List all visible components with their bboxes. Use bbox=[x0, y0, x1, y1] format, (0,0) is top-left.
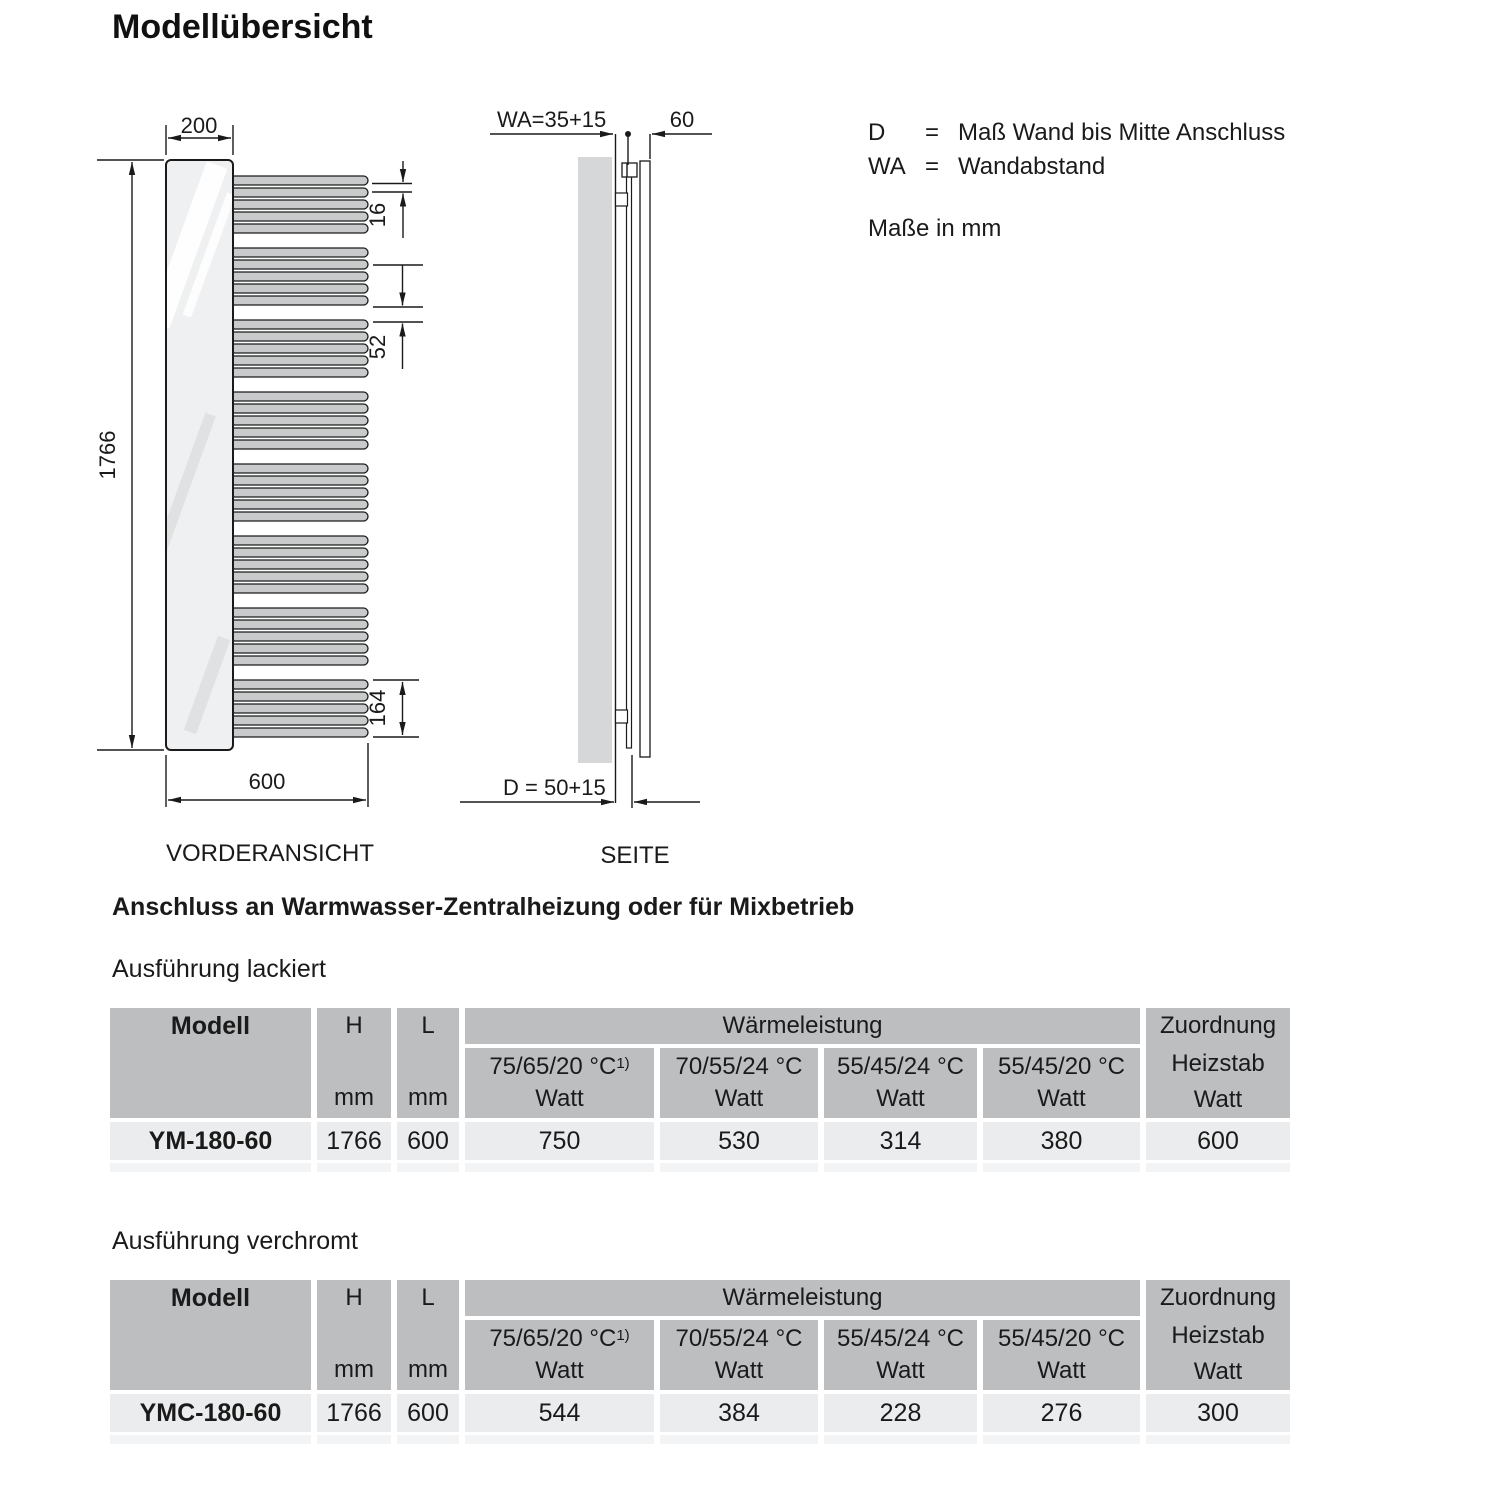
radiator-bar bbox=[230, 680, 368, 689]
cell-model: YM-180-60 bbox=[110, 1122, 311, 1160]
lower-wall-bracket bbox=[616, 710, 628, 723]
cell-h: 1766 bbox=[317, 1394, 391, 1432]
legend-equals: = bbox=[925, 119, 940, 146]
radiator-bar bbox=[230, 488, 368, 497]
radiator-bar bbox=[230, 332, 368, 341]
dim-front-top-width bbox=[166, 113, 233, 155]
footnote-marker: 1) bbox=[616, 1326, 630, 1344]
radiator-bar bbox=[230, 200, 368, 209]
radiator-bar bbox=[230, 692, 368, 701]
radiator-bar bbox=[230, 560, 368, 569]
col-header-temp-4: 55/45/20 °C Watt bbox=[983, 1320, 1140, 1390]
legend-text: Maß Wand bis Mitte Anschluss bbox=[958, 119, 1286, 146]
cell-watt-1: 544 bbox=[465, 1394, 654, 1432]
dim-label-16: 16 bbox=[365, 202, 390, 228]
dim-front-height bbox=[95, 160, 164, 750]
radiator-bar bbox=[230, 176, 368, 185]
col-header-waermeleistung: Wärmeleistung bbox=[465, 1008, 1140, 1044]
radiator-bar bbox=[230, 356, 368, 365]
radiator-bar bbox=[230, 440, 368, 449]
radiator-bar bbox=[230, 188, 368, 197]
radiator-bar bbox=[230, 656, 368, 665]
radiator-bar bbox=[230, 344, 368, 353]
variant-label-lackiert: Ausführung lackiert bbox=[112, 955, 327, 983]
cell-watt-3: 228 bbox=[824, 1394, 977, 1432]
units-note: Maße in mm bbox=[868, 215, 1002, 242]
col-header-modell: Modell bbox=[110, 1280, 311, 1390]
dim-group-gap bbox=[365, 265, 423, 369]
radiator-bar bbox=[230, 428, 368, 437]
dim-label-164: 164 bbox=[365, 689, 390, 727]
dim-label-d: D = 50+15 bbox=[503, 775, 606, 800]
legend-abbr: D bbox=[868, 119, 886, 146]
table-footer-strip bbox=[110, 1163, 311, 1172]
radiator-bar bbox=[230, 296, 368, 305]
radiator-bar bbox=[230, 584, 368, 593]
radiator-bars bbox=[230, 176, 368, 737]
radiator-bar bbox=[230, 500, 368, 509]
side-tube-bank bbox=[640, 161, 650, 757]
spec-table-lackiert bbox=[110, 1008, 1290, 1172]
dim-label-52: 52 bbox=[365, 334, 390, 360]
col-header-modell: Modell bbox=[110, 1008, 311, 1118]
variant-label-verchromt: Ausführung verchromt bbox=[112, 1227, 358, 1255]
legend bbox=[868, 116, 1285, 244]
legend-text: Wandabstand bbox=[958, 153, 1106, 180]
col-header-temp-2: 70/55/24 °C Watt bbox=[660, 1320, 818, 1390]
radiator-bar bbox=[230, 512, 368, 521]
side-view-label: SEITE bbox=[600, 842, 670, 869]
upper-wall-bracket bbox=[616, 193, 628, 206]
radiator-bar bbox=[230, 536, 368, 545]
dim-label-wa: WA=35+15 bbox=[497, 107, 607, 132]
side-panel-sheet bbox=[627, 168, 632, 748]
table-footer-strip bbox=[110, 1435, 311, 1444]
cell-watt-1: 750 bbox=[465, 1122, 654, 1160]
dim-label-600: 600 bbox=[248, 769, 286, 794]
dim-wall-distance bbox=[490, 107, 631, 165]
top-mounting-bracket bbox=[622, 163, 637, 177]
dim-bottom-group bbox=[365, 680, 419, 737]
page-title: Modellübersicht bbox=[112, 8, 373, 46]
cell-l: 600 bbox=[397, 1394, 459, 1432]
radiator-bar bbox=[230, 644, 368, 653]
radiator-bar bbox=[230, 728, 368, 737]
section-heading: Anschluss an Warmwasser-Zentralheizung oder für Mixbetrieb bbox=[112, 893, 855, 921]
radiator-bar bbox=[230, 416, 368, 425]
radiator-bar bbox=[230, 284, 368, 293]
col-header-waermeleistung: Wärmeleistung bbox=[465, 1280, 1140, 1316]
technical-drawing bbox=[85, 95, 845, 885]
col-header-h: H mm bbox=[317, 1280, 391, 1390]
radiator-bar bbox=[230, 632, 368, 641]
radiator-bar bbox=[230, 224, 368, 233]
radiator-bar bbox=[230, 320, 368, 329]
col-header-h: H mm bbox=[317, 1008, 391, 1118]
radiator-bar bbox=[230, 608, 368, 617]
footnote-marker: 1) bbox=[616, 1054, 630, 1072]
dim-depth-top bbox=[650, 107, 712, 159]
radiator-bar bbox=[230, 716, 368, 725]
col-header-temp-4: 55/45/20 °C Watt bbox=[983, 1048, 1140, 1118]
radiator-bar bbox=[230, 464, 368, 473]
radiator-bar bbox=[230, 572, 368, 581]
cell-watt-4: 276 bbox=[983, 1394, 1140, 1432]
col-header-temp-1: 75/65/20 °C$^{1)}$ Watt bbox=[465, 1320, 654, 1390]
dim-label-200: 200 bbox=[180, 113, 218, 138]
cell-h: 1766 bbox=[317, 1122, 391, 1160]
col-header-temp-3: 55/45/24 °C Watt bbox=[824, 1320, 977, 1390]
front-view bbox=[95, 113, 423, 867]
legend-equals: = bbox=[925, 153, 940, 180]
cell-watt-2: 384 bbox=[660, 1394, 818, 1432]
col-header-zuordnung: Zuordnung Heizstab Watt bbox=[1146, 1008, 1290, 1118]
cell-watt-3: 314 bbox=[824, 1122, 977, 1160]
col-header-l: L mm bbox=[397, 1280, 459, 1390]
dim-front-bottom-width bbox=[166, 743, 368, 807]
cell-watt-4: 380 bbox=[983, 1122, 1140, 1160]
side-view bbox=[460, 107, 712, 869]
radiator-bar bbox=[230, 476, 368, 485]
dim-label-1766: 1766 bbox=[95, 430, 120, 480]
wall bbox=[578, 157, 612, 763]
legend-abbr: WA bbox=[868, 153, 906, 180]
front-view-label: VORDERANSICHT bbox=[165, 840, 375, 867]
col-header-temp-1: 75/65/20 °C$^{1)}$ Watt bbox=[465, 1048, 654, 1118]
cell-heizstab: 300 bbox=[1146, 1394, 1290, 1432]
dim-label-60: 60 bbox=[669, 107, 695, 132]
legend-row-d bbox=[868, 116, 1285, 184]
spec-table-verchromt bbox=[110, 1280, 1290, 1444]
cell-watt-2: 530 bbox=[660, 1122, 818, 1160]
radiator-bar bbox=[230, 404, 368, 413]
cell-model: YMC-180-60 bbox=[110, 1394, 311, 1432]
cell-heizstab: 600 bbox=[1146, 1122, 1290, 1160]
radiator-bar bbox=[230, 620, 368, 629]
col-header-temp-2: 70/55/24 °C Watt bbox=[660, 1048, 818, 1118]
cell-l: 600 bbox=[397, 1122, 459, 1160]
radiator-bar bbox=[230, 704, 368, 713]
radiator-bar bbox=[230, 272, 368, 281]
radiator-bar bbox=[230, 248, 368, 257]
radiator-bar bbox=[230, 392, 368, 401]
col-header-zuordnung: Zuordnung Heizstab Watt bbox=[1146, 1280, 1290, 1390]
radiator-bar bbox=[230, 368, 368, 377]
col-header-l: L mm bbox=[397, 1008, 459, 1118]
col-header-temp-3: 55/45/24 °C Watt bbox=[824, 1048, 977, 1118]
radiator-bar bbox=[230, 212, 368, 221]
dim-bar-gap bbox=[365, 161, 412, 238]
radiator-bar bbox=[230, 260, 368, 269]
radiator-bar bbox=[230, 548, 368, 557]
